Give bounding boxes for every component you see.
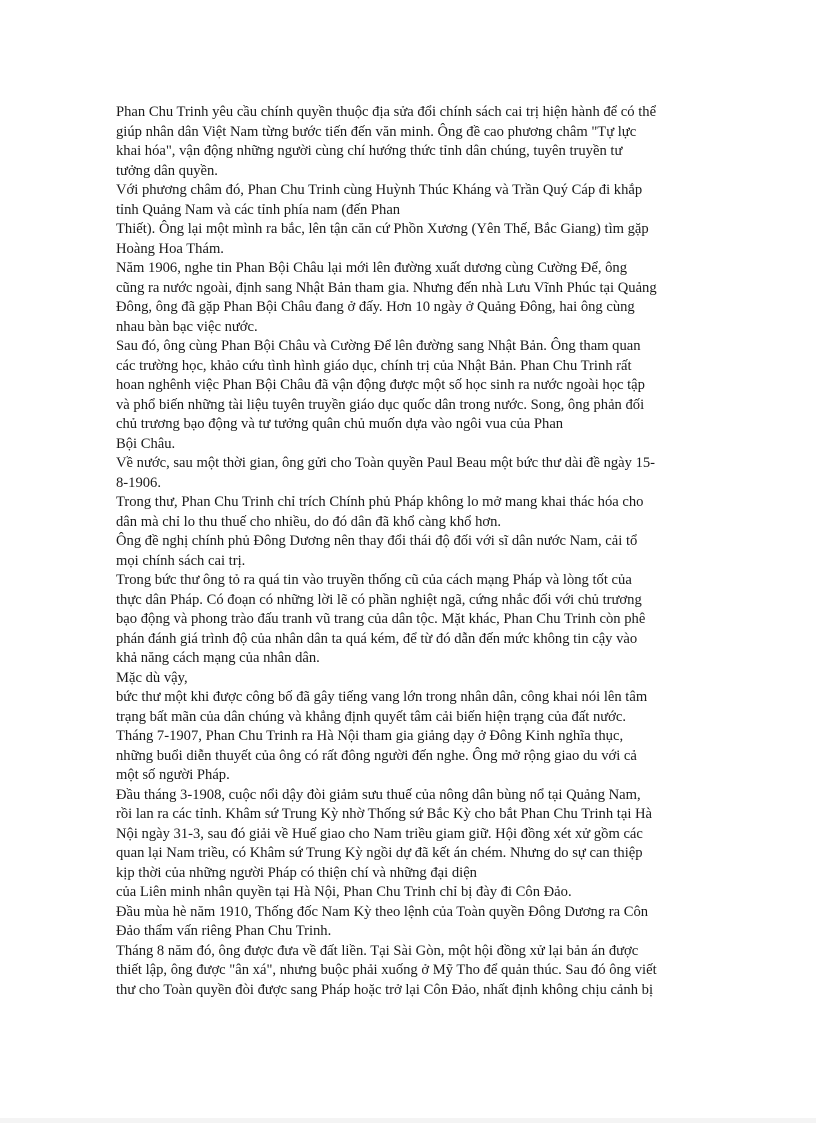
text-line: bức thư một khi được công bố đã gây tiếng vang lớn trong nhân dân, công khai nói lên tâm bbox=[116, 689, 648, 705]
text-line: dân mà chỉ lo thu thuế cho nhiều, do đó dân đã khổ càng khổ hơn. bbox=[116, 513, 502, 530]
text-line: Về nước, sau một thời gian, ông gửi cho Toàn quyền Paul Beau một bức thư dài đề ngày 15- bbox=[116, 455, 656, 471]
text-line: thực dân Pháp. Có đoạn có những lời lẽ có phần nghiệt ngã, cứng nhắc đối với chủ trương bbox=[116, 591, 642, 608]
text-line: khai hóa", vận động những người cùng chí hướng thức tỉnh dân chúng, tuyên truyền tư bbox=[116, 143, 623, 159]
text-line: bạo động và phong trào đấu tranh vũ trang của dân tộc. Mặt khác, Phan Chu Trinh còn phê bbox=[116, 611, 646, 627]
text-line: phán đánh giá trình độ của nhân dân ta quá kém, để từ đó dẫn đến mức không tin cậy vào bbox=[116, 630, 638, 647]
text-line: Trong thư, Phan Chu Trinh chỉ trích Chính phủ Pháp không lo mở mang khai thác hóa cho bbox=[116, 494, 644, 510]
text-line: chủ trương bạo động và tư tưởng quân chủ muốn dựa vào ngôi vua của Phan bbox=[116, 416, 564, 432]
text-line: quan lại Nam triều, có Khâm sứ Trung Kỳ ngồi dự đã kết án chém. Nhưng do sự can thiệp bbox=[116, 845, 643, 861]
text-line: Ông đề nghị chính phủ Đông Dương nên thay đổi thái độ đối với sĩ dân nước Nam, cải tổ bbox=[116, 533, 638, 549]
page-bottom-edge bbox=[0, 1118, 816, 1123]
text-line: trạng bất mãn của dân chúng và khẳng định quyết tâm cải biến hiện trạng của đất nước. bbox=[116, 708, 627, 725]
text-line: tỉnh Quảng Nam và các tỉnh phía nam (đến Phan bbox=[116, 201, 401, 218]
text-line: kịp thời của những người Pháp có thiện chí và những đại diện bbox=[116, 864, 477, 881]
text-line: nhau bàn bạc việc nước. bbox=[116, 318, 258, 335]
text-line: những buổi diễn thuyết của ông có rất đông người đến nghe. Ông mở rộng giao du với cả bbox=[116, 747, 637, 764]
text-line: cũng ra nước ngoài, định sang Nhật Bản tham gia. Nhưng đến nhà Lưu Vĩnh Phúc tại Quảng bbox=[116, 279, 657, 296]
document-body bbox=[116, 103, 716, 1000]
text-line: Năm 1906, nghe tin Phan Bội Châu lại mới lên đường xuất dương cùng Cường Để, ông bbox=[116, 260, 628, 276]
text-line: thiết lập, ông được "ân xá", nhưng buộc phải xuống ở Mỹ Tho để quản thúc. Sau đó ông viết bbox=[116, 962, 657, 978]
text-line: Đầu mùa hè năm 1910, Thống đốc Nam Kỳ theo lệnh của Toàn quyền Đông Dương ra Côn bbox=[116, 903, 649, 920]
text-line: Bội Châu. bbox=[116, 435, 176, 452]
text-line: tưởng dân quyền. bbox=[116, 162, 218, 179]
text-line: khả năng cách mạng của nhân dân. bbox=[116, 650, 320, 666]
text-line: Tháng 8 năm đó, ông được đưa về đất liền. Tại Sài Gòn, một hội đồng xử lại bản án được bbox=[116, 942, 639, 959]
text-line: Hoàng Hoa Thám. bbox=[116, 240, 224, 257]
text-line: 8-1906. bbox=[116, 474, 161, 491]
text-line: mọi chính sách cai trị. bbox=[116, 552, 246, 569]
text-line: Tháng 7-1907, Phan Chu Trinh ra Hà Nội tham gia giảng dạy ở Đông Kinh nghĩa thục, bbox=[116, 728, 624, 744]
text-line: rồi lan ra các tỉnh. Khâm sứ Trung Kỳ nhờ Thống sứ Bắc Kỳ cho bắt Phan Chu Trinh tại Hà bbox=[116, 806, 653, 822]
text-line: giúp nhân dân Việt Nam từng bước tiến đến văn minh. Ông đề cao phương châm "Tự lực bbox=[116, 123, 637, 140]
text-line: các trường học, khảo cứu tình hình giáo dục, chính trị của Nhật Bản. Phan Chu Trinh rất bbox=[116, 357, 632, 374]
text-line: Đầu tháng 3-1908, cuộc nổi dậy đòi giảm sưu thuế của nông dân bùng nổ tại Quảng Nam, bbox=[116, 786, 641, 803]
text-line: Trong bức thư ông tỏ ra quá tin vào truyền thống cũ của cách mạng Pháp và lòng tốt của bbox=[116, 572, 632, 588]
text-line: Với phương châm đó, Phan Chu Trinh cùng Huỳnh Thúc Kháng và Trần Quý Cáp đi khắp bbox=[116, 182, 643, 198]
text-line: Nội ngày 31-3, sau đó giải về Huế giao cho Nam triều giam giữ. Hội đồng xét xử gồm các bbox=[116, 825, 643, 842]
text-line: Đảo thẩm vấn riêng Phan Chu Trinh. bbox=[116, 923, 332, 939]
text-line: Đông, ông đã gặp Phan Bội Châu đang ở đấy. Hơn 10 ngày ở Quảng Đông, hai ông cùng bbox=[116, 299, 635, 315]
text-line: Sau đó, ông cùng Phan Bội Châu và Cường Để lên đường sang Nhật Bản. Ông tham quan bbox=[116, 338, 641, 354]
text-line: một số người Pháp. bbox=[116, 767, 230, 783]
text-line: Phan Chu Trinh yêu cầu chính quyền thuộc địa sửa đổi chính sách cai trị hiện hành để có thể bbox=[116, 104, 657, 120]
text-line: và phổ biến những tài liệu tuyên truyền giáo dục quốc dân trong nước. Song, ông phản đối bbox=[116, 396, 645, 413]
text-line: Thiết). Ông lại một mình ra bắc, lên tận căn cứ Phồn Xương (Yên Thế, Bắc Giang) tìm gặp bbox=[116, 221, 649, 237]
text-line: hoan nghênh việc Phan Bội Châu đã vận động được một số học sinh ra nước ngoài học tập bbox=[116, 377, 645, 393]
text-line: của Liên minh nhân quyền tại Hà Nội, Phan Chu Trinh chỉ bị đày đi Côn Đảo. bbox=[116, 884, 572, 900]
text-line: Mặc dù vậy, bbox=[116, 669, 188, 686]
text-line: thư cho Toàn quyền đòi được sang Pháp hoặc trở lại Côn Đảo, nhất định không chịu cảnh bị bbox=[116, 981, 653, 998]
